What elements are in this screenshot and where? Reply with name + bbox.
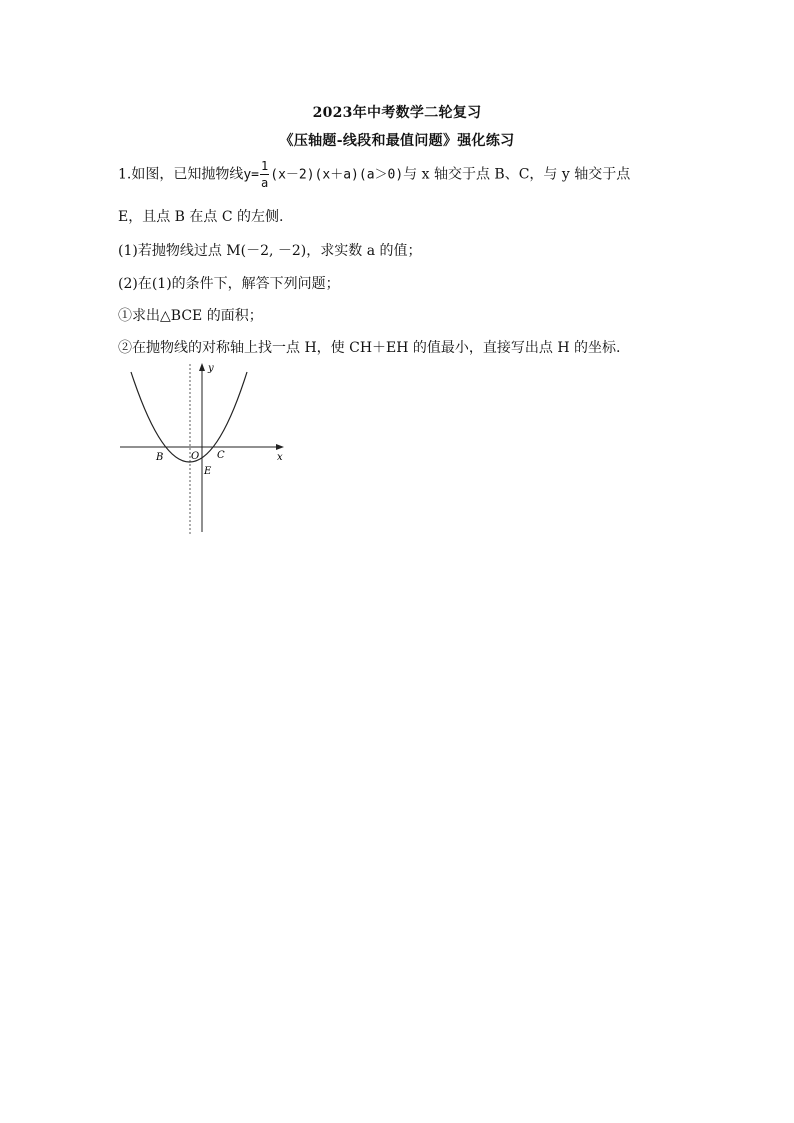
label-e: E bbox=[204, 466, 212, 477]
sub-question-2: ②在抛物线的对称轴上找一点 H，使 CH＋EH 的值最小，直接写出点 H 的坐标. bbox=[118, 340, 621, 356]
label-c: C bbox=[217, 450, 225, 461]
document-subtitle: 《压轴题-线段和最值问题》强化练习 bbox=[279, 133, 515, 149]
document-title: 2023年中考数学二轮复习 bbox=[312, 105, 482, 121]
label-o: O bbox=[191, 451, 200, 462]
problem-statement-line1 bbox=[118, 160, 630, 189]
problem-tail: 与 x 轴交于点 B、C，与 y 轴交于点 bbox=[403, 166, 631, 183]
part-1: (1)若抛物线过点 M(－2, －2)，求实数 a 的值； bbox=[118, 243, 422, 259]
parabola-figure bbox=[118, 360, 288, 535]
part-2: (2)在(1)的条件下，解答下列问题； bbox=[118, 276, 340, 292]
parabola-diagram bbox=[118, 360, 288, 535]
fraction-numerator: 1 bbox=[261, 159, 269, 173]
equation-expression: (x－2)(x＋a)(a＞0) bbox=[270, 167, 404, 183]
x-axis-arrow-icon bbox=[276, 444, 284, 450]
equation-y: y= bbox=[243, 167, 260, 183]
sub-question-1: ①求出△BCE 的面积； bbox=[118, 308, 263, 324]
fraction-bar bbox=[260, 174, 269, 175]
parabola-curve bbox=[131, 372, 247, 462]
problem-statement-line2: E，且点 B 在点 C 的左侧. bbox=[118, 209, 284, 225]
label-b: B bbox=[156, 452, 164, 463]
fraction-denominator: a bbox=[261, 176, 269, 190]
label-y: y bbox=[208, 363, 214, 374]
label-x: x bbox=[277, 452, 283, 463]
y-axis-arrow-icon bbox=[199, 363, 205, 371]
problem-lead: 1.如图，已知抛物线 bbox=[118, 166, 244, 183]
fraction bbox=[260, 160, 269, 189]
